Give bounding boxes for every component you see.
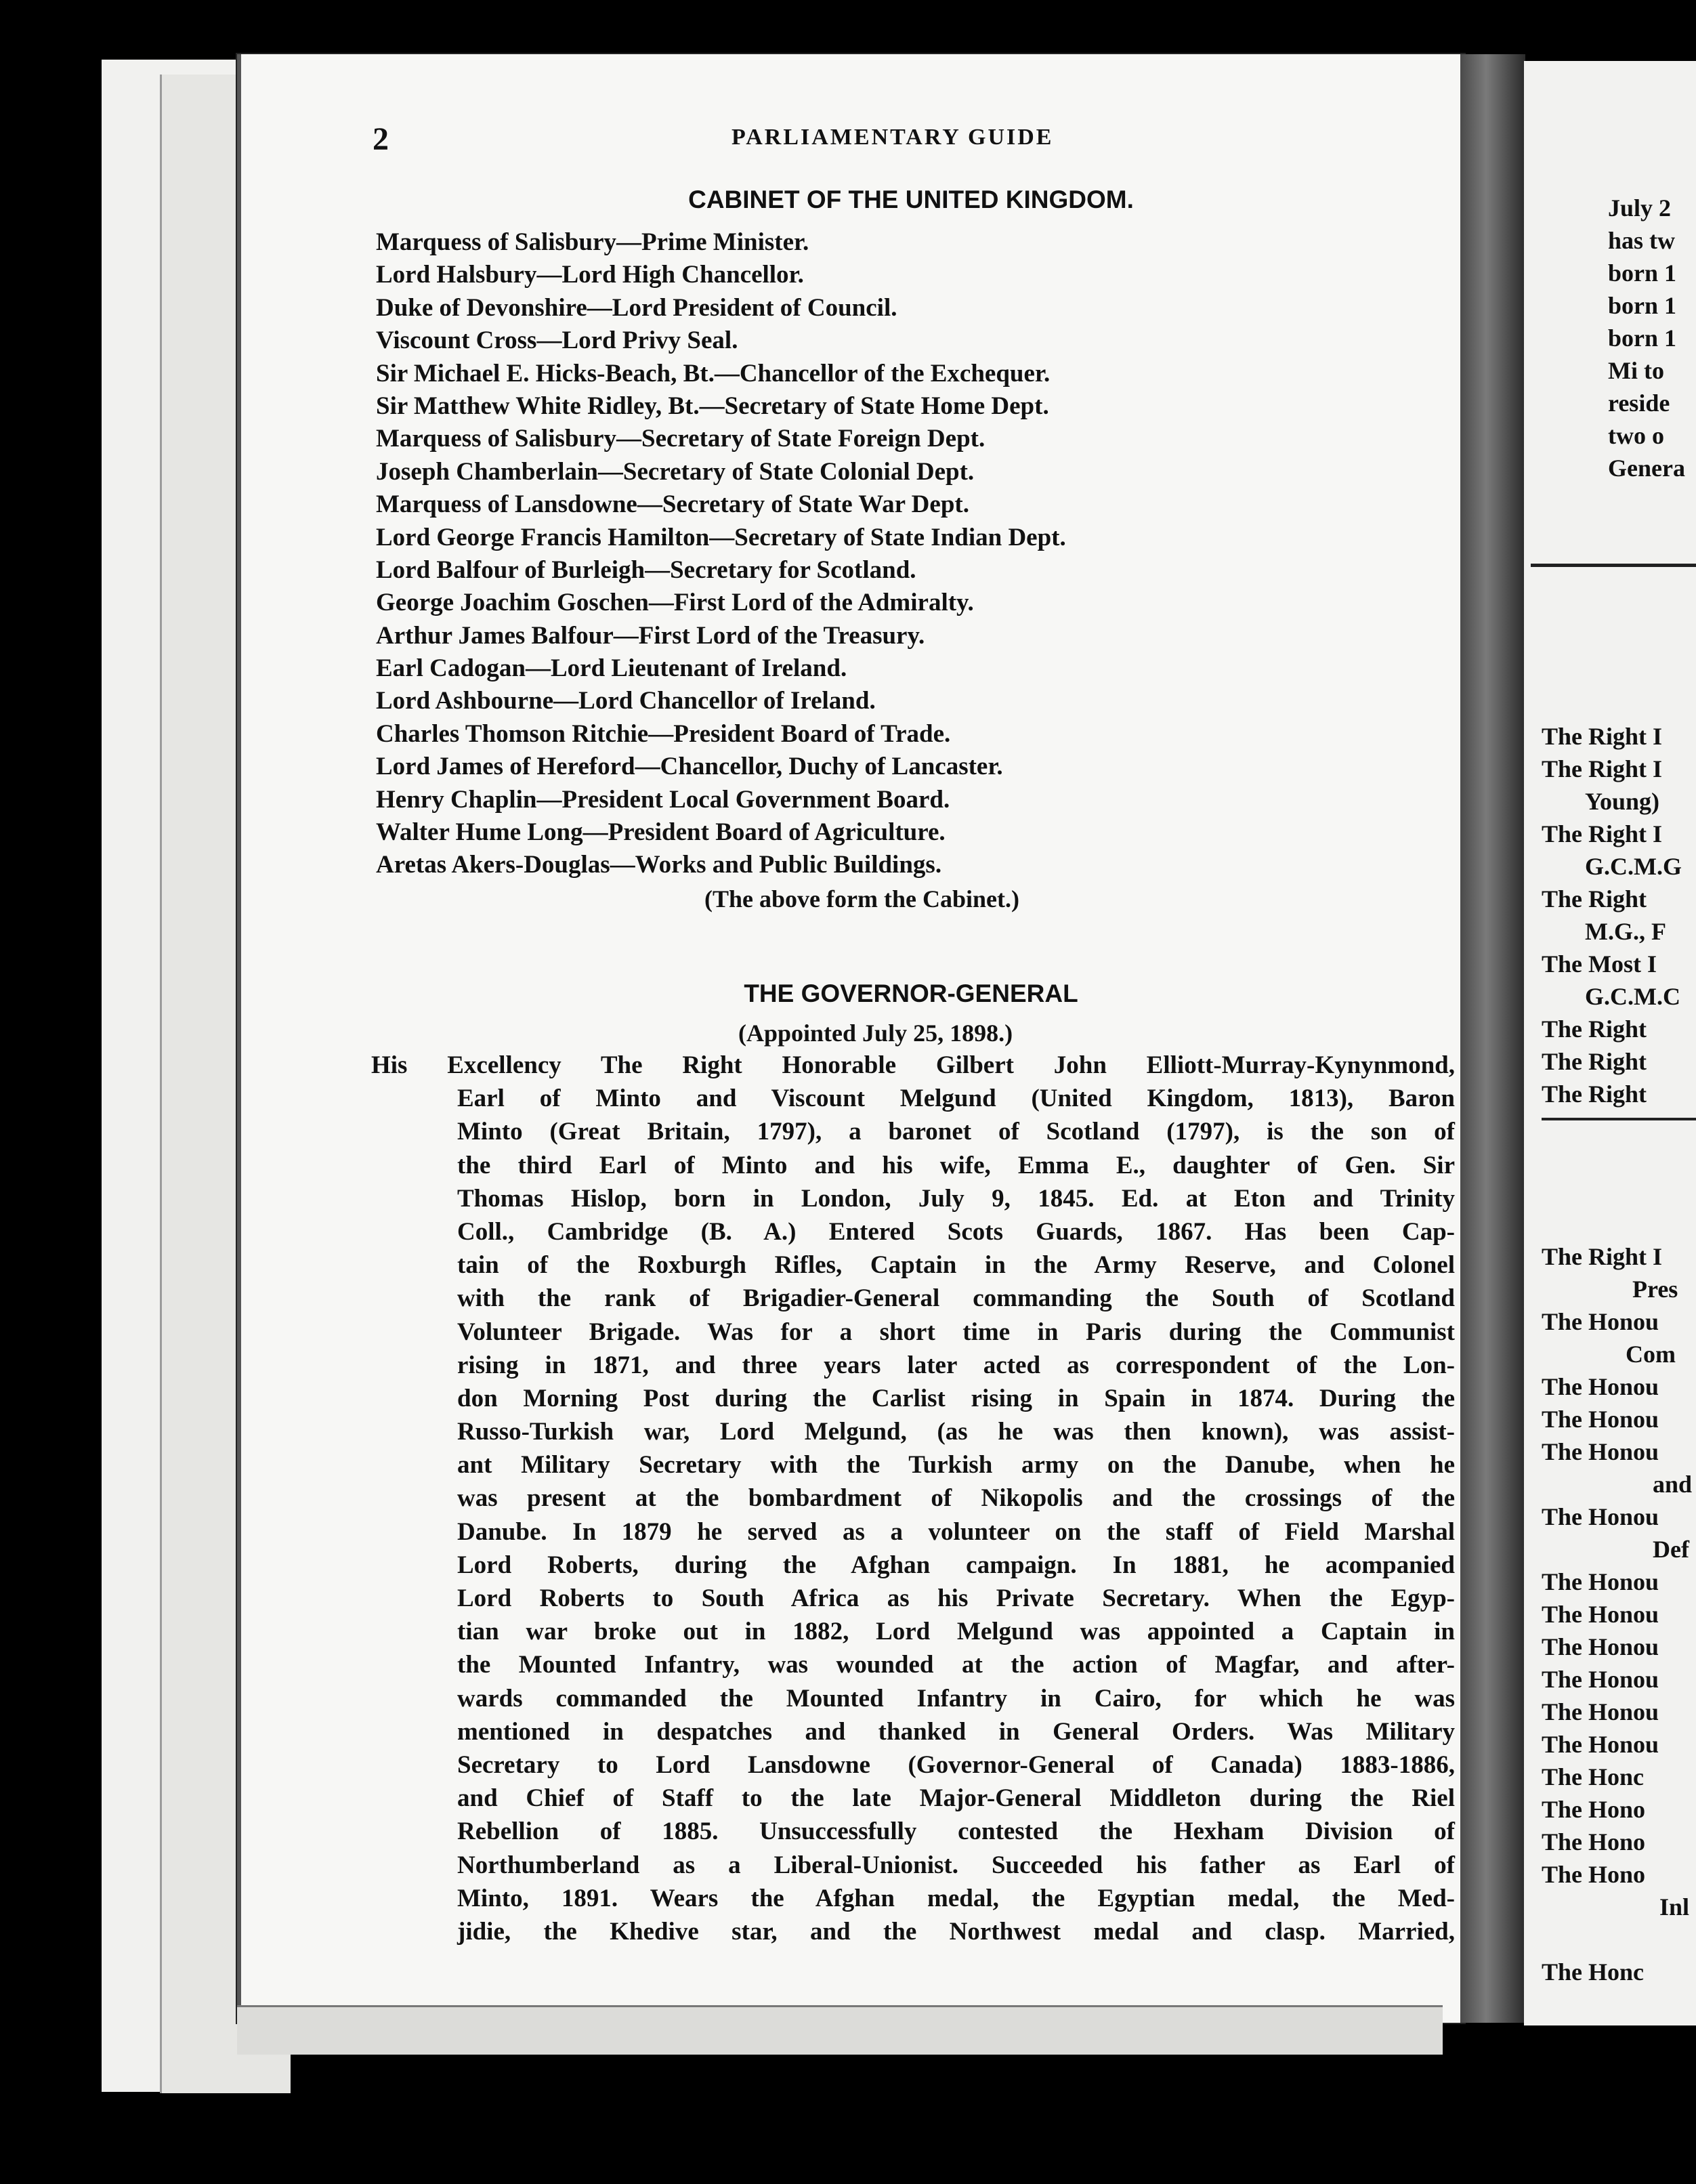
biography-line: Earl of Minto and Viscount Melgund (United Kingdom, 1813), Baron [457, 1085, 1455, 1113]
facing-fragment: The Honou [1542, 1698, 1659, 1725]
facing-fragment: The Honou [1542, 1601, 1659, 1628]
cabinet-member: Arthur James Balfour—First Lord of the Treasury. [376, 621, 925, 650]
biography-line: rising in 1871, and three years later acted as correspondent of the Lon- [457, 1351, 1455, 1379]
facing-fragment: born 1 [1608, 259, 1677, 287]
cabinet-member: Joseph Chamberlain—Secretary of State Colonial Dept. [376, 457, 975, 486]
governor-general-biography [371, 1049, 1462, 1948]
biography-line: His Excellency The Right Honorable Gilbert John Elliott-Murray-Kynynmond, [371, 1051, 1455, 1079]
facing-fragment: Com [1626, 1341, 1676, 1368]
facing-fragment: July 2 [1608, 194, 1672, 222]
facing-fragment: The Hono [1542, 1861, 1646, 1888]
biography-line: with the rank of Brigadier-General commanding the South of Scotland [457, 1284, 1455, 1313]
facing-fragment: The Honou [1542, 1731, 1659, 1758]
biography-line: jidie, the Khedive star, and the Northwest medal and clasp. Married, [457, 1917, 1455, 1946]
facing-fragment: The Honou [1542, 1308, 1659, 1335]
facing-rule [1531, 564, 1696, 567]
biography-line: Northumberland as a Liberal-Unionist. Succeeded his father as Earl of [457, 1851, 1455, 1879]
facing-fragment: The Hono [1542, 1796, 1646, 1823]
cabinet-member: Lord James of Hereford—Chancellor, Duchy of Lancaster. [376, 753, 1003, 781]
facing-fragment: The Right I [1542, 1243, 1663, 1270]
facing-fragment: The Right I [1542, 755, 1663, 782]
biography-line: Rebellion of 1885. Unsuccessfully contested the Hexham Division of [457, 1818, 1455, 1846]
biography-line: ant Military Secretary with the Turkish army on the Danube, when he [457, 1451, 1455, 1479]
cabinet-member: Marquess of Lansdowne—Secretary of State War Dept. [376, 490, 969, 519]
cabinet-member: Lord Halsbury—Lord High Chancellor. [376, 261, 804, 289]
facing-fragment: Young) [1585, 788, 1660, 815]
biography-line: Thomas Hislop, born in London, July 9, 1845. Ed. at Eton and Trinity [457, 1184, 1455, 1213]
facing-fragment: The Honou [1542, 1503, 1659, 1530]
cabinet-member: Earl Cadogan—Lord Lieutenant of Ireland. [376, 654, 847, 683]
biography-line: Lord Roberts, during the Afghan campaign. In 1881, he acompanied [457, 1551, 1455, 1579]
cabinet-member: Lord George Francis Hamilton—Secretary of State Indian Dept. [376, 523, 1066, 551]
facing-fragment: two o [1608, 422, 1664, 449]
biography-line: Minto, 1891. Wears the Afghan medal, the Egyptian medal, the Med- [457, 1884, 1455, 1912]
biography-line: don Morning Post during the Carlist rising in Spain in 1874. During the [457, 1384, 1455, 1412]
cabinet-member: Sir Michael E. Hicks-Beach, Bt.—Chancellor of the Exchequer. [376, 359, 1051, 387]
biography-line: was present at the bombardment of Nikopolis and the crossings of the [457, 1484, 1455, 1513]
running-title: PARLIAMENTARY GUIDE [732, 125, 1054, 150]
cabinet-member: Walter Hume Long—President Board of Agriculture. [376, 818, 946, 847]
biography-line: Russo-Turkish war, Lord Melgund, (as he was then known), was assist- [457, 1418, 1455, 1446]
facing-fragment: The Honou [1542, 1438, 1659, 1465]
biography-line: the Mounted Infantry, was wounded at the action of Magfar, and after- [457, 1651, 1455, 1679]
facing-rule [1542, 1118, 1696, 1120]
biography-line: Danube. In 1879 he served as a volunteer on the staff of Field Marshal [457, 1517, 1455, 1546]
facing-fragment: has tw [1608, 227, 1676, 254]
facing-fragment: born 1 [1608, 292, 1677, 319]
facing-fragment: The Honc [1542, 1958, 1645, 1986]
biography-line: and Chief of Staff to the late Major-General Middleton during the Riel [457, 1784, 1455, 1813]
facing-page [1524, 61, 1696, 2025]
facing-fragment: Pres [1632, 1276, 1678, 1303]
page-number: 2 [373, 121, 389, 157]
facing-fragment: Genera [1608, 455, 1685, 482]
biography-line: Minto (Great Britain, 1797), a baronet of Scotland (1797), is the son of [457, 1118, 1455, 1146]
biography-line: tian war broke out in 1882, Lord Melgund was appointed a Captain in [457, 1618, 1455, 1646]
cabinet-heading: CABINET OF THE UNITED KINGDOM. [688, 186, 1134, 213]
facing-fragment: G.C.M.G [1585, 853, 1682, 880]
cabinet-member: Aretas Akers-Douglas—Works and Public Buildings. [376, 851, 942, 879]
facing-fragment: The Honou [1542, 1373, 1659, 1400]
cabinet-member: Marquess of Salisbury—Secretary of State Foreign Dept. [376, 425, 985, 453]
biography-line: tain of the Roxburgh Rifles, Captain in the Army Reserve, and Colonel [457, 1251, 1455, 1280]
facing-fragment: The Right I [1542, 820, 1663, 847]
facing-fragment: Mi to [1608, 357, 1664, 384]
facing-fragment: The Hono [1542, 1828, 1646, 1855]
facing-fragment: The Honou [1542, 1633, 1659, 1660]
biography-line: mentioned in despatches and thanked in General Orders. Was Military [457, 1717, 1455, 1746]
facing-fragment: Def [1653, 1536, 1689, 1563]
biography-line: Coll., Cambridge (B. A.) Entered Scots Guards, 1867. Has been Cap- [457, 1217, 1455, 1246]
facing-fragment: G.C.M.C [1585, 983, 1680, 1010]
facing-fragment: The Right [1542, 885, 1647, 912]
facing-fragment: reside [1608, 390, 1670, 417]
facing-fragment: The Right I [1542, 723, 1663, 750]
facing-fragment: The Right [1542, 1048, 1647, 1075]
cabinet-list [376, 226, 1412, 882]
facing-fragment: The Honou [1542, 1568, 1659, 1595]
facing-fragment: The Honc [1542, 1763, 1645, 1790]
biography-line: Volunteer Brigade. Was for a short time in Paris during the Communist [457, 1318, 1455, 1346]
biography-line: the third Earl of Minto and his wife, Emma E., daughter of Gen. Sir [457, 1151, 1455, 1179]
cabinet-note: (The above form the Cabinet.) [704, 885, 1019, 912]
cabinet-member: Viscount Cross—Lord Privy Seal. [376, 327, 738, 355]
biography-line: Lord Roberts to South Africa as his Private Secretary. When the Egyp- [457, 1584, 1455, 1612]
biography-line: wards commanded the Mounted Infantry in Cairo, for which he was [457, 1684, 1455, 1713]
facing-fragment: born 1 [1608, 324, 1677, 352]
running-header [373, 121, 1416, 157]
facing-fragment: and [1653, 1471, 1693, 1498]
governor-general-heading: THE GOVERNOR-GENERAL [744, 980, 1078, 1007]
book-gutter [1460, 54, 1525, 2023]
cabinet-member: Lord Ashbourne—Lord Chancellor of Ireland. [376, 687, 876, 715]
cabinet-member: Henry Chaplin—President Local Government Board. [376, 785, 950, 814]
cabinet-member: Marquess of Salisbury—Prime Minister. [376, 228, 809, 256]
facing-fragment: The Right [1542, 1015, 1647, 1043]
facing-fragment: The Honou [1542, 1406, 1659, 1433]
facing-fragment: Inl [1659, 1893, 1690, 1920]
cabinet-member: Sir Matthew White Ridley, Bt.—Secretary of State Home Dept. [376, 392, 1049, 420]
appointment-date: (Appointed July 25, 1898.) [738, 1020, 1013, 1047]
cabinet-member: Charles Thomson Ritchie—President Board of Trade. [376, 719, 951, 748]
biography-line: Secretary to Lord Lansdowne (Governor-General of Canada) 1883-1886, [457, 1750, 1455, 1779]
facing-fragment: The Honou [1542, 1666, 1659, 1693]
page-bottom-edge [237, 2005, 1443, 2055]
cabinet-member: George Joachim Goschen—First Lord of the Admiralty. [376, 589, 974, 617]
facing-fragment: The Right [1542, 1080, 1647, 1108]
facing-fragment: The Most I [1542, 950, 1657, 978]
facing-fragment: M.G., F [1585, 918, 1666, 945]
cabinet-member: Duke of Devonshire—Lord President of Council. [376, 293, 897, 322]
cabinet-member: Lord Balfour of Burleigh—Secretary for Scotland. [376, 555, 916, 584]
